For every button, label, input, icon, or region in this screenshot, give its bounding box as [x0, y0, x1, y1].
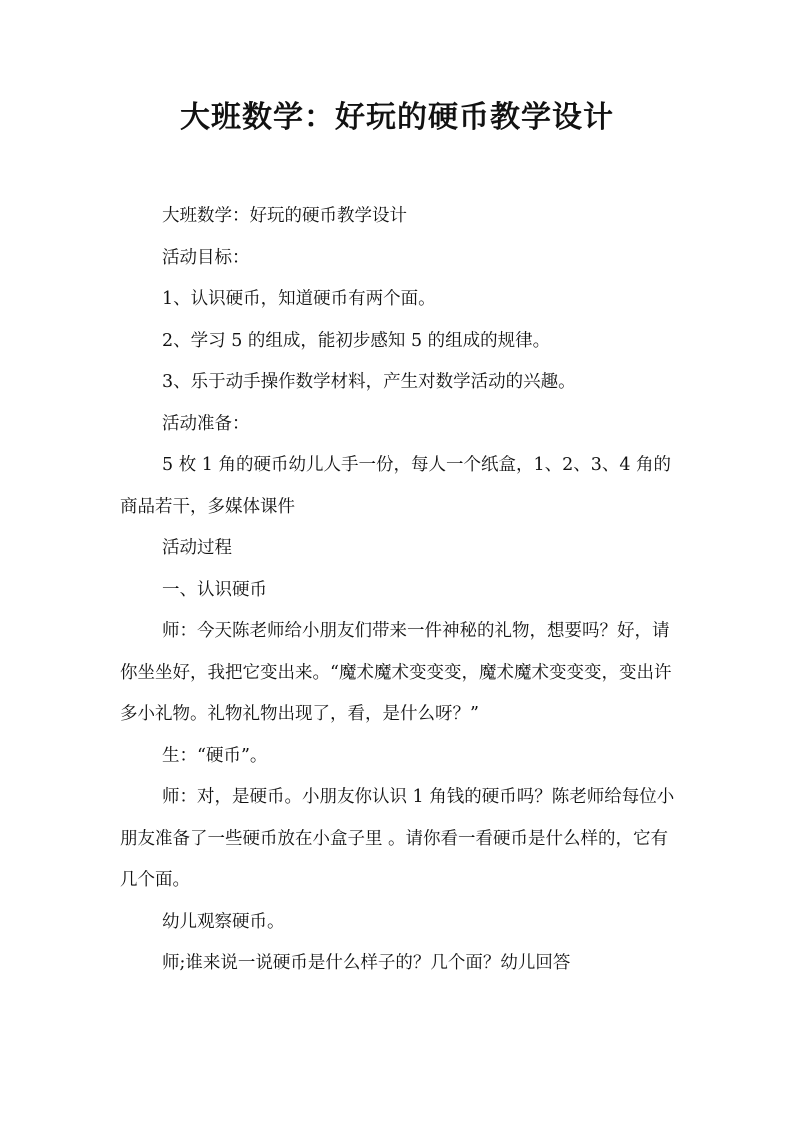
paragraph-teacher-intro: 师：今天陈老师给小朋友们带来一件神秘的礼物，想要吗？好，请你坐坐好，我把它变出来。“魔术魔术变变变，魔术魔术变变变，变出许多小礼物。礼物礼物出现了，看，是什么呀？” — [120, 621, 672, 724]
document-body — [120, 196, 680, 985]
paragraph-process-heading: 活动过程 — [162, 538, 232, 558]
paragraph-teacher-ask: 师;谁来说一说硬币是什么样子的？几个面？幼儿回答 — [162, 953, 571, 973]
paragraph-goal-3: 3、乐于动手操作数学材料，产生对数学活动的兴趣。 — [162, 372, 576, 392]
paragraph-section-one-heading: 一、认识硬币 — [162, 579, 267, 600]
paragraph-goal-1: 1、认识硬币，知道硬币有两个面。 — [162, 289, 436, 309]
paragraph-children-observe: 幼儿观察硬币。 — [162, 911, 285, 932]
document-title: 大班数学：好玩的硬币教学设计 — [180, 100, 614, 135]
paragraph-goal-2: 2、学习 5 的组成，能初步感知 5 的组成的规律。 — [162, 330, 551, 351]
paragraph-preparation-heading: 活动准备： — [162, 413, 250, 434]
paragraph-repeated-title: 大班数学：好玩的硬币教学设计 — [162, 206, 407, 226]
paragraph-teacher-question: 师：对，是硬币。小朋友你认识 1 角钱的硬币吗？陈老师给每位小朋友准备了一些硬币放在小盒子里 。请你看一看硬币是什么样的，它有几个面。 — [120, 787, 675, 890]
paragraph-preparation-materials: 5 枚 1 角的硬币幼儿人手一份，每人一个纸盒，1、2、3、4 角的商品若干，多媒体课件 — [120, 455, 672, 517]
paragraph-goals-heading: 活动目标： — [162, 247, 250, 268]
paragraph-student-answer: 生：“硬币”。 — [162, 745, 268, 766]
